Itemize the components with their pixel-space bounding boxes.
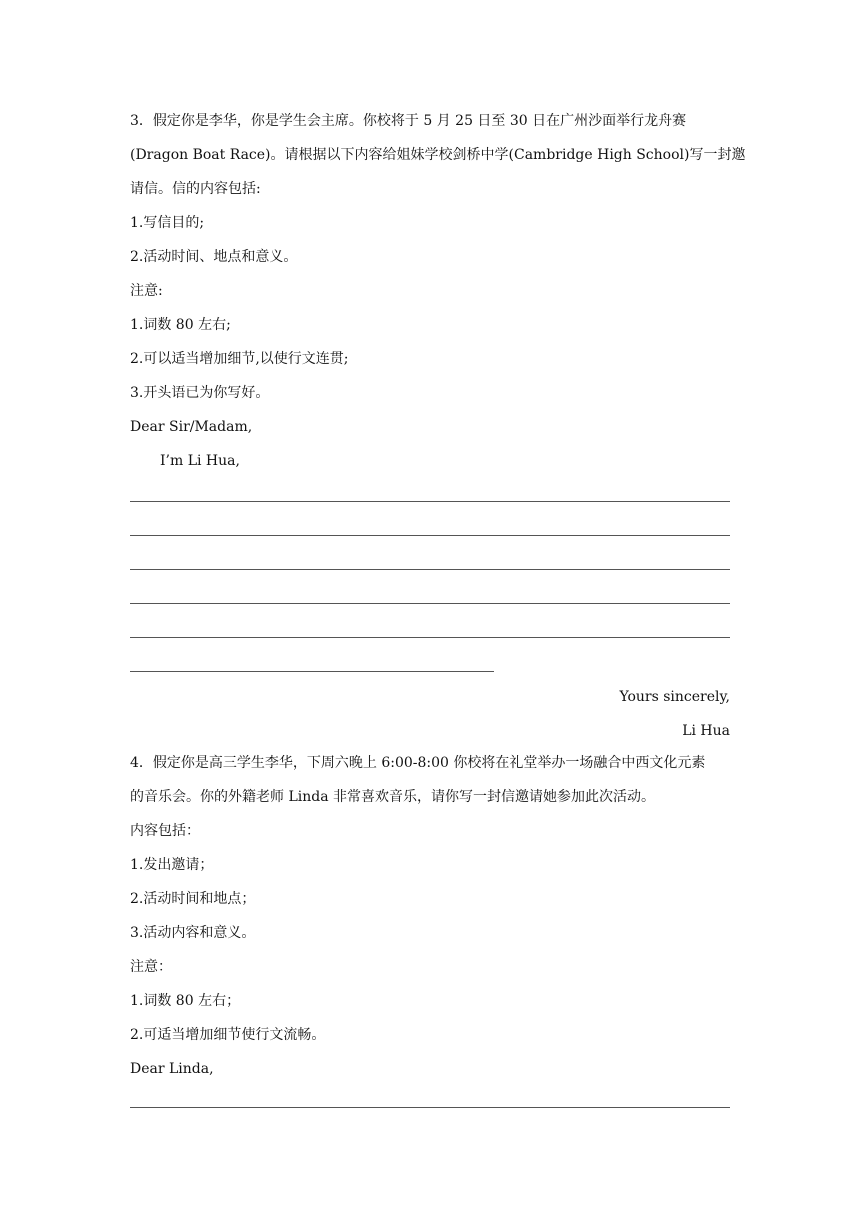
q4-note-item: 2.可适当增加细节使行文流畅。 [130, 1027, 326, 1043]
q3-closing: Yours sincerely, [619, 689, 730, 705]
q4-notes-label: 注意： [130, 959, 172, 975]
q4-salutation: Dear Linda, [130, 1061, 214, 1077]
q4-prompt-line-1: 4．假定你是高三学生李华，下周六晚上 6:00-8:00 你校将在礼堂举办一场融合中西文化元素 [130, 755, 706, 771]
answer-line[interactable] [130, 535, 730, 536]
answer-line[interactable] [130, 1107, 730, 1108]
q3-notes-label: 注意: [130, 283, 163, 299]
q3-note-item: 1.词数 80 左右; [130, 317, 231, 333]
answer-line[interactable] [130, 603, 730, 604]
q3-note-item: 3.开头语已为你写好。 [130, 385, 270, 401]
q3-prompt-line-3: 请信。信的内容包括: [130, 181, 261, 197]
document-page [130, 0, 746, 1216]
q4-prompt-line-2: 的音乐会。你的外籍老师 Linda 非常喜欢音乐，请你写一封信邀请她参加此次活动。 [130, 789, 655, 805]
q3-salutation: Dear Sir/Madam, [130, 419, 253, 435]
q3-opening: I’m Li Hua, [160, 453, 240, 469]
q3-content-item: 1.写信目的; [130, 215, 205, 231]
q3-note-item: 2.可以适当增加细节,以使行文连贯; [130, 351, 349, 367]
answer-line[interactable] [130, 569, 730, 570]
answer-line[interactable] [130, 637, 730, 638]
answer-line[interactable] [130, 671, 494, 672]
q4-content-label: 内容包括： [130, 823, 200, 839]
q4-note-item: 1.词数 80 左右； [130, 993, 241, 1009]
q3-prompt-line-2: (Dragon Boat Race)。请根据以下内容给姐妹学校剑桥中学(Cambridge High School)写一封邀 [130, 147, 746, 163]
answer-line[interactable] [130, 501, 730, 502]
q3-prompt-line-1: 3．假定你是李华，你是学生会主席。你校将于 5 月 25 日至 30 日在广州沙面举行龙舟赛 [130, 113, 687, 129]
q3-content-item: 2.活动时间、地点和意义。 [130, 249, 298, 265]
q4-content-item: 3.活动内容和意义。 [130, 925, 256, 941]
q4-content-item: 2.活动时间和地点； [130, 891, 256, 907]
q3-signature: Li Hua [682, 723, 730, 739]
q4-content-item: 1.发出邀请； [130, 857, 214, 873]
